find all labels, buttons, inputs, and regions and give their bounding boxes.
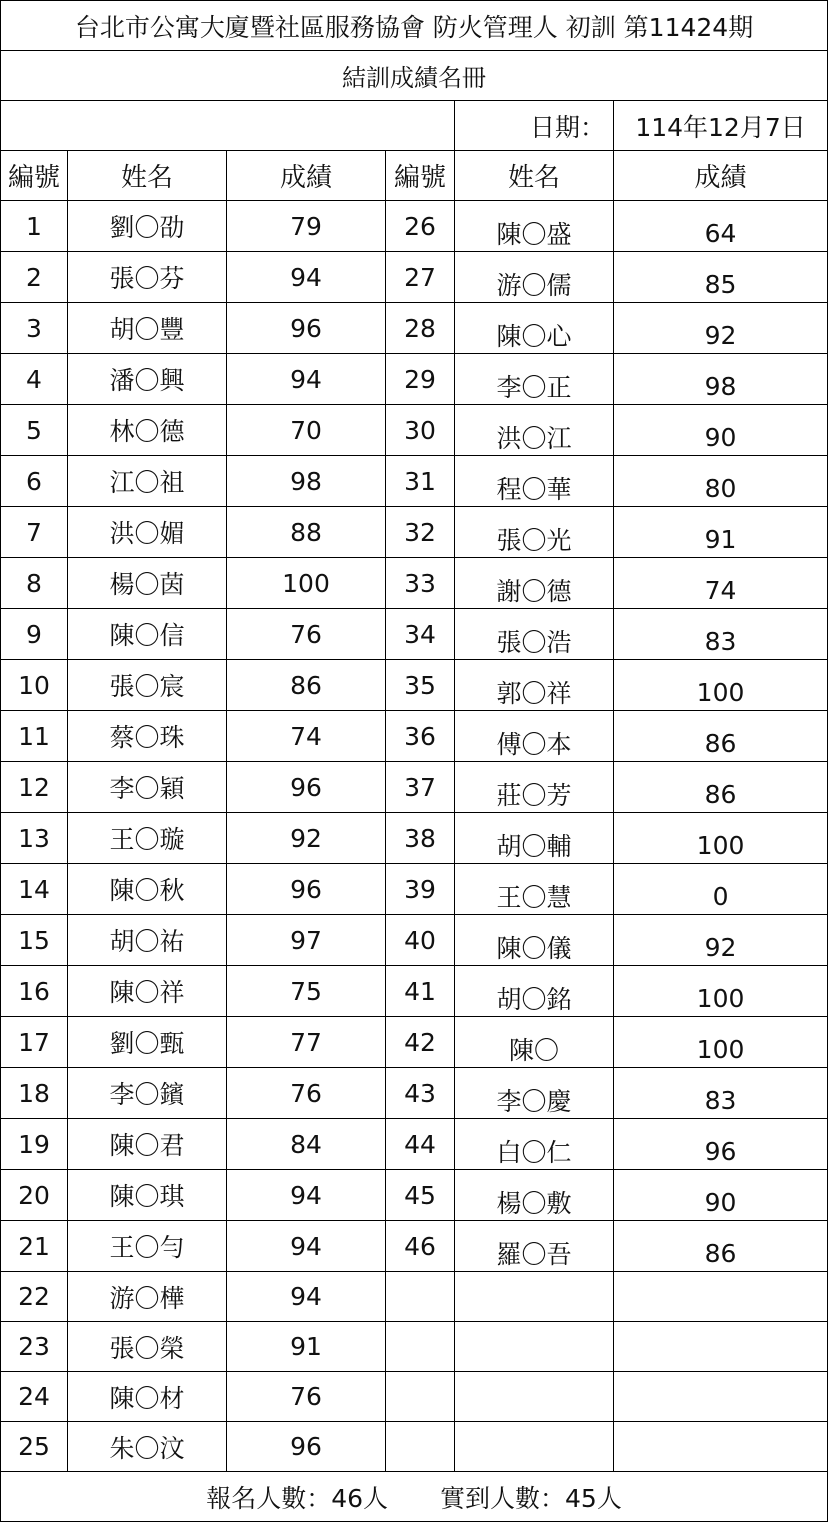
student-no-cell: 34	[386, 609, 455, 660]
student-no-cell: 30	[386, 405, 455, 456]
table-row	[1, 354, 828, 405]
student-no-cell: 39	[386, 864, 455, 915]
table-row	[1, 660, 828, 711]
student-name-cell: 陳〇祥	[68, 966, 227, 1017]
student-score-cell: 96	[227, 303, 386, 354]
student-score-cell: 96	[227, 1422, 386, 1472]
student-name-cell: 王〇璇	[68, 813, 227, 864]
table-row	[1, 405, 828, 456]
student-name-cell: 林〇德	[68, 405, 227, 456]
student-score-cell: 90	[614, 1170, 828, 1221]
student-score-cell: 98	[614, 354, 828, 405]
student-score-cell: 94	[227, 354, 386, 405]
student-no-cell: 27	[386, 252, 455, 303]
table-row	[1, 507, 828, 558]
student-name-cell: 楊〇敷	[455, 1170, 614, 1221]
student-no-cell: 24	[1, 1372, 68, 1422]
student-no-cell: 29	[386, 354, 455, 405]
student-name-cell: 王〇勻	[68, 1221, 227, 1272]
attendance-summary	[1, 1472, 828, 1522]
student-name-cell: 陳〇儀	[455, 915, 614, 966]
student-no-cell: 36	[386, 711, 455, 762]
student-no-cell: 8	[1, 558, 68, 609]
student-no-cell: 13	[1, 813, 68, 864]
student-no-cell: 12	[1, 762, 68, 813]
header-score-right: 成績	[614, 151, 828, 201]
student-name-cell: 陳〇信	[68, 609, 227, 660]
student-name-cell: 張〇光	[455, 507, 614, 558]
student-name-cell: 羅〇吾	[455, 1221, 614, 1272]
header-name-right: 姓名	[455, 151, 614, 201]
student-name-cell: 李〇正	[455, 354, 614, 405]
student-no-cell: 17	[1, 1017, 68, 1068]
student-score-cell: 80	[614, 456, 828, 507]
student-no-cell: 21	[1, 1221, 68, 1272]
student-no-cell: 18	[1, 1068, 68, 1119]
student-no-cell: 45	[386, 1170, 455, 1221]
student-score-cell	[614, 1322, 828, 1372]
student-score-cell: 100	[614, 813, 828, 864]
student-score-cell: 91	[227, 1322, 386, 1372]
student-score-cell: 94	[227, 1170, 386, 1221]
student-score-cell: 74	[227, 711, 386, 762]
table-row	[1, 1221, 828, 1272]
table-row	[1, 915, 828, 966]
student-no-cell: 32	[386, 507, 455, 558]
student-name-cell: 謝〇德	[455, 558, 614, 609]
student-score-cell: 83	[614, 1068, 828, 1119]
header-no-right: 編號	[386, 151, 455, 201]
table-row	[1, 1422, 828, 1472]
student-no-cell: 1	[1, 201, 68, 252]
student-name-cell: 王〇慧	[455, 864, 614, 915]
date-label: 日期：	[455, 101, 614, 151]
student-score-cell: 79	[227, 201, 386, 252]
table-row	[1, 1170, 828, 1221]
student-no-cell	[386, 1372, 455, 1422]
date-value: 114年12月7日	[614, 101, 828, 151]
student-score-cell: 86	[614, 711, 828, 762]
student-no-cell: 15	[1, 915, 68, 966]
student-no-cell: 35	[386, 660, 455, 711]
student-score-cell: 92	[614, 303, 828, 354]
student-name-cell: 胡〇輔	[455, 813, 614, 864]
student-no-cell: 11	[1, 711, 68, 762]
table-row	[1, 1119, 828, 1170]
student-score-cell: 96	[227, 762, 386, 813]
student-name-cell	[455, 1272, 614, 1322]
student-name-cell: 陳〇秋	[68, 864, 227, 915]
student-score-cell: 94	[227, 252, 386, 303]
student-name-cell: 莊〇芳	[455, 762, 614, 813]
header-no-left: 編號	[1, 151, 68, 201]
student-no-cell: 28	[386, 303, 455, 354]
table-row	[1, 813, 828, 864]
student-no-cell: 20	[1, 1170, 68, 1221]
student-name-cell: 洪〇江	[455, 405, 614, 456]
student-score-cell: 92	[614, 915, 828, 966]
student-name-cell	[455, 1372, 614, 1422]
student-score-cell: 76	[227, 1068, 386, 1119]
header-score-left: 成績	[227, 151, 386, 201]
student-name-cell: 張〇浩	[455, 609, 614, 660]
student-score-cell: 84	[227, 1119, 386, 1170]
student-score-cell: 64	[614, 201, 828, 252]
student-name-cell: 陳〇君	[68, 1119, 227, 1170]
student-name-cell: 張〇榮	[68, 1322, 227, 1372]
student-score-cell: 77	[227, 1017, 386, 1068]
student-no-cell: 40	[386, 915, 455, 966]
table-row	[1, 1068, 828, 1119]
student-no-cell: 4	[1, 354, 68, 405]
student-score-cell	[614, 1272, 828, 1322]
student-score-cell: 92	[227, 813, 386, 864]
table-row	[1, 303, 828, 354]
header-name-left: 姓名	[68, 151, 227, 201]
student-name-cell	[455, 1422, 614, 1472]
table-row	[1, 1372, 828, 1422]
student-name-cell: 蔡〇珠	[68, 711, 227, 762]
student-name-cell: 程〇華	[455, 456, 614, 507]
student-score-cell	[614, 1422, 828, 1472]
table-row	[1, 711, 828, 762]
student-name-cell: 陳〇	[455, 1017, 614, 1068]
table-row	[1, 1322, 828, 1372]
student-score-cell: 100	[614, 660, 828, 711]
registered-count: 報名人數：46人	[206, 1483, 389, 1513]
student-score-cell: 83	[614, 609, 828, 660]
student-score-cell: 97	[227, 915, 386, 966]
student-no-cell	[386, 1272, 455, 1322]
student-no-cell	[386, 1322, 455, 1372]
student-name-cell: 游〇儒	[455, 252, 614, 303]
student-name-cell: 劉〇劭	[68, 201, 227, 252]
student-score-cell: 91	[614, 507, 828, 558]
student-score-cell: 96	[614, 1119, 828, 1170]
student-score-cell	[614, 1372, 828, 1422]
page-subtitle: 結訓成績名冊	[1, 51, 828, 101]
table-row	[1, 456, 828, 507]
table-row	[1, 558, 828, 609]
student-no-cell: 46	[386, 1221, 455, 1272]
student-name-cell: 劉〇甄	[68, 1017, 227, 1068]
student-name-cell: 楊〇茵	[68, 558, 227, 609]
student-score-cell: 76	[227, 609, 386, 660]
student-name-cell: 陳〇心	[455, 303, 614, 354]
student-score-cell: 70	[227, 405, 386, 456]
student-no-cell: 43	[386, 1068, 455, 1119]
student-no-cell: 38	[386, 813, 455, 864]
student-score-cell: 100	[227, 558, 386, 609]
student-no-cell: 6	[1, 456, 68, 507]
table-row	[1, 252, 828, 303]
student-name-cell: 傅〇本	[455, 711, 614, 762]
attended-count: 實到人數：45人	[440, 1483, 622, 1513]
student-score-cell: 94	[227, 1272, 386, 1322]
student-name-cell: 朱〇汶	[68, 1422, 227, 1472]
student-score-cell: 88	[227, 507, 386, 558]
table-row	[1, 966, 828, 1017]
student-score-cell: 86	[614, 1221, 828, 1272]
student-score-cell: 94	[227, 1221, 386, 1272]
student-no-cell: 44	[386, 1119, 455, 1170]
student-no-cell: 41	[386, 966, 455, 1017]
student-no-cell	[386, 1422, 455, 1472]
student-name-cell: 陳〇琪	[68, 1170, 227, 1221]
student-name-cell: 白〇仁	[455, 1119, 614, 1170]
student-score-cell: 98	[227, 456, 386, 507]
student-name-cell: 胡〇銘	[455, 966, 614, 1017]
blank-cell	[1, 101, 455, 151]
student-name-cell: 張〇宸	[68, 660, 227, 711]
student-name-cell: 郭〇祥	[455, 660, 614, 711]
page-title: 台北市公寓大廈暨社區服務協會 防火管理人 初訓 第11424期	[1, 1, 828, 51]
student-name-cell: 江〇祖	[68, 456, 227, 507]
student-score-cell: 86	[614, 762, 828, 813]
student-name-cell: 李〇鑌	[68, 1068, 227, 1119]
student-no-cell: 7	[1, 507, 68, 558]
student-score-cell: 75	[227, 966, 386, 1017]
student-no-cell: 19	[1, 1119, 68, 1170]
student-no-cell: 10	[1, 660, 68, 711]
student-name-cell: 潘〇興	[68, 354, 227, 405]
student-score-cell: 100	[614, 1017, 828, 1068]
student-no-cell: 25	[1, 1422, 68, 1472]
student-name-cell: 陳〇盛	[455, 201, 614, 252]
student-no-cell: 3	[1, 303, 68, 354]
student-no-cell: 22	[1, 1272, 68, 1322]
student-score-cell: 85	[614, 252, 828, 303]
student-no-cell: 42	[386, 1017, 455, 1068]
student-name-cell: 李〇慶	[455, 1068, 614, 1119]
student-no-cell: 5	[1, 405, 68, 456]
student-name-cell: 洪〇媚	[68, 507, 227, 558]
student-score-cell: 100	[614, 966, 828, 1017]
table-row	[1, 1272, 828, 1322]
table-row	[1, 201, 828, 252]
student-name-cell: 陳〇材	[68, 1372, 227, 1422]
student-no-cell: 33	[386, 558, 455, 609]
student-no-cell: 31	[386, 456, 455, 507]
student-no-cell: 26	[386, 201, 455, 252]
student-name-cell: 游〇樺	[68, 1272, 227, 1322]
student-name-cell: 李〇穎	[68, 762, 227, 813]
student-no-cell: 2	[1, 252, 68, 303]
student-name-cell: 胡〇祐	[68, 915, 227, 966]
student-no-cell: 16	[1, 966, 68, 1017]
student-score-cell: 86	[227, 660, 386, 711]
table-row	[1, 609, 828, 660]
student-name-cell: 胡〇豐	[68, 303, 227, 354]
table-row	[1, 762, 828, 813]
student-score-cell: 76	[227, 1372, 386, 1422]
student-score-cell: 0	[614, 864, 828, 915]
student-no-cell: 9	[1, 609, 68, 660]
student-no-cell: 14	[1, 864, 68, 915]
table-row	[1, 1017, 828, 1068]
student-score-cell: 96	[227, 864, 386, 915]
student-name-cell: 張〇芬	[68, 252, 227, 303]
student-no-cell: 23	[1, 1322, 68, 1372]
student-no-cell: 37	[386, 762, 455, 813]
student-score-cell: 90	[614, 405, 828, 456]
student-name-cell	[455, 1322, 614, 1372]
table-row	[1, 864, 828, 915]
student-score-cell: 74	[614, 558, 828, 609]
